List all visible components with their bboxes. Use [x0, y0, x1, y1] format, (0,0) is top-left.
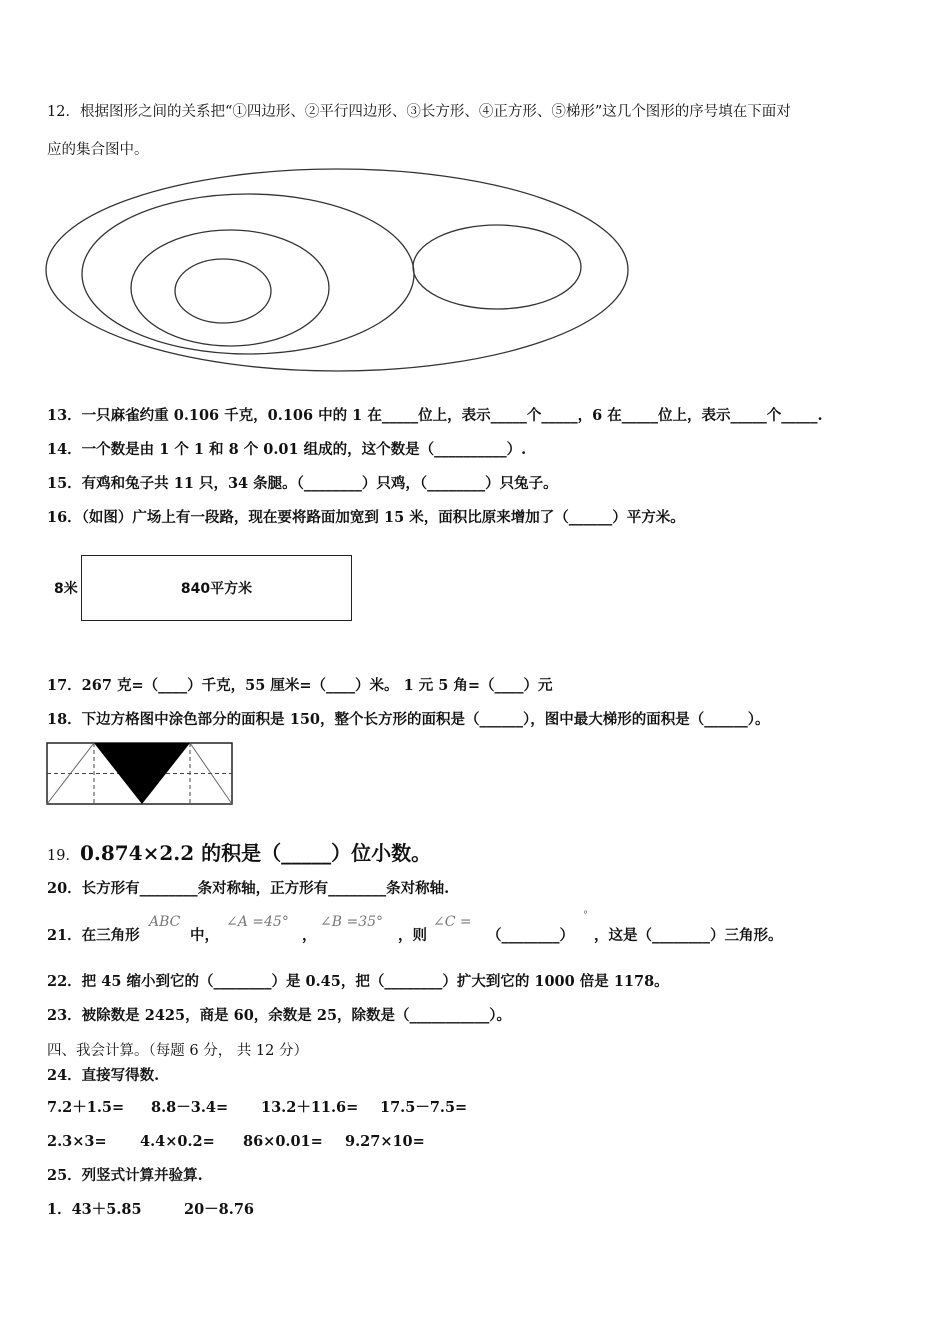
q14: 14．一个数是由 1 个 1 和 8 个 0.01 组成的，这个数是（__________）. — [47, 441, 527, 458]
q21-abc: ABC — [149, 914, 181, 930]
q25-title: 25．列竖式计算并验算. — [47, 1167, 203, 1184]
q12-line1: 12．根据图形之间的关系把“①四边形、②平行四边形、③长方形、④正方形、⑤梯形”这几个图形的序号填在下面对 — [47, 104, 791, 120]
q21-angle-b: ∠B =35° — [320, 914, 384, 930]
set-diagram — [40, 160, 640, 380]
q18: 18．下边方格图中涂色部分的面积是 150，整个长方形的面积是（______），图中最大梯形的面积是（______）。 — [47, 711, 770, 728]
q16: 16．（如图）广场上有一段路，现在要将路面加宽到 15 米，面积比原来增加了（______）平方米。 — [47, 509, 685, 526]
road-width-label: 8米 — [54, 581, 78, 597]
q19 — [47, 840, 431, 869]
set-right-ellipse — [413, 225, 581, 309]
q21-angle-c: ∠C = — [433, 914, 472, 930]
q15: 15．有鸡和兔子共 11 只，34 条腿。（________）只鸡，（________）只兔子。 — [47, 475, 558, 492]
road-area-label: 840平方米 — [180, 581, 253, 597]
q21-angle-a: ∠A =45° — [226, 914, 289, 930]
q19-number: 19． — [47, 848, 80, 864]
q17: 17．267 克=（____）千克，55 厘米=（____）米。 1 元 5 角=（____）元 — [47, 677, 553, 694]
q24-r1-c2: 8.8－3.4= — [151, 1099, 229, 1116]
set-second-ellipse — [82, 194, 414, 354]
q24-title: 24．直接写得数. — [47, 1067, 160, 1084]
set-inner-ellipse — [175, 259, 271, 323]
q21-blank: （________） — [487, 927, 574, 944]
set-outer-ellipse — [46, 169, 628, 371]
q24-r2-c1: 2.3×3= — [47, 1133, 107, 1150]
q13: 13．一只麻雀约重 0.106 千克，0.106 中的 1 在_____位上，表示_____个_____，6 在_____位上，表示_____个_____. — [47, 407, 823, 424]
q25-item-2: 20－8.76 — [184, 1201, 254, 1218]
q21-degree: ° — [583, 910, 588, 921]
q24-r2-c2: 4.4×0.2= — [140, 1133, 215, 1150]
q25-item-1: 1．43＋5.85 — [47, 1201, 142, 1218]
q21-tail: ，这是（________）三角形。 — [594, 927, 783, 944]
q21-sep: ， — [302, 927, 317, 944]
q24-r1-c3: 13.2＋11.6= — [261, 1099, 359, 1116]
q23: 23．被除数是 2425，商是 60，余数是 25，除数是（___________）。 — [47, 1007, 512, 1024]
q24-r2-c4: 9.27×10= — [345, 1133, 425, 1150]
q22: 22．把 45 缩小到它的（________）是 0.45，把（________）扩大到它的 1000 倍是 1178。 — [47, 973, 669, 990]
q19-text: 0.874×2.2 的积是（_____）位小数。 — [79, 841, 432, 865]
q12-line2: 应的集合图中。 — [47, 142, 149, 158]
q21-then: ，则 — [398, 927, 427, 944]
q24-r1-c1: 7.2＋1.5= — [47, 1099, 125, 1116]
road-rectangle — [81, 555, 352, 621]
grid-figure — [46, 742, 234, 806]
q21-mid: 中， — [190, 927, 219, 944]
q24-r1-c4: 17.5－7.5= — [380, 1099, 468, 1116]
section-4-heading: 四、我会计算。（每题 6 分， 共 12 分） — [47, 1043, 308, 1059]
q20: 20．长方形有________条对称轴，正方形有________条对称轴. — [47, 880, 450, 897]
q24-r2-c3: 86×0.01= — [243, 1133, 323, 1150]
q21-prefix: 21．在三角形 — [47, 927, 140, 944]
set-third-ellipse — [131, 230, 329, 346]
